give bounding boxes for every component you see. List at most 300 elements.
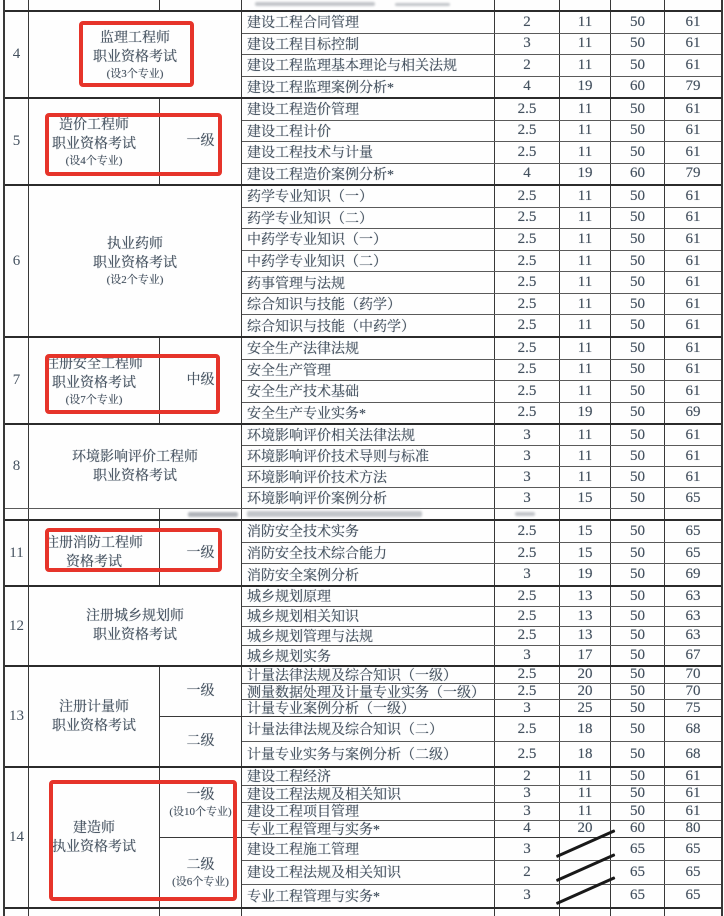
- value-cell: 3: [495, 803, 560, 820]
- exam-name-line: 资格考试: [66, 555, 122, 570]
- value-cell: 65: [611, 838, 665, 860]
- value-cell: 63: [685, 627, 701, 644]
- subject-name-cell: 安全生产管理: [242, 360, 495, 381]
- level-cell: [160, 717, 242, 766]
- row-number-cell: 7: [5, 338, 29, 423]
- value-cell: 50: [611, 786, 665, 803]
- subject-name-cell: 城乡规划相关知识: [242, 607, 495, 626]
- table-gridline: [160, 0, 242, 10]
- subject-name-cell: 专业工程管理与实务*: [242, 821, 495, 838]
- value-cell: 2.5: [495, 251, 560, 272]
- subject-name-cell: 计量法律法规及综合知识（一级）: [242, 667, 495, 683]
- value-cell: 69: [685, 404, 701, 421]
- value-cell: 11: [560, 34, 611, 55]
- value-cell: 2.5: [495, 717, 560, 741]
- subject-row: [242, 802, 721, 820]
- value-cell: 11: [560, 12, 611, 33]
- value-cell: 65: [685, 863, 701, 880]
- value-cell: 61: [685, 35, 701, 52]
- value-cell: 11: [560, 338, 611, 359]
- level-block: [242, 587, 721, 665]
- value-cell: 50: [611, 564, 665, 585]
- subject-row: [242, 667, 721, 683]
- level-label: 一级: [186, 684, 215, 699]
- exam-name-cell: [29, 425, 242, 508]
- subject-row: [242, 207, 721, 229]
- value-cell: 61: [685, 187, 701, 204]
- subject-name-cell: 建设工程造价案例分析*: [242, 164, 495, 185]
- subject-name-cell: 综合知识与技能（中药学）: [242, 315, 495, 336]
- table-gridline: [560, 909, 611, 916]
- value-cell: 2.5: [495, 521, 560, 542]
- exam-group-6: [5, 184, 721, 336]
- subject-row: [242, 314, 721, 336]
- table-gridline: [242, 909, 495, 916]
- subject-rows: [242, 12, 721, 97]
- subject-row: [242, 487, 721, 508]
- value-cell: 15: [560, 521, 611, 542]
- value-cell: 61: [685, 122, 701, 139]
- level-block: [242, 425, 721, 508]
- value-cell: 2.5: [495, 742, 560, 766]
- subject-row: [242, 186, 721, 207]
- subject-row: [242, 542, 721, 564]
- exam-name-line: 职业资格考试: [93, 49, 177, 65]
- level-cell: [160, 667, 242, 716]
- value-cell: 50: [611, 488, 665, 508]
- exam-subjects-table: [3, 0, 723, 916]
- level-label: 一级: [186, 545, 215, 561]
- subject-name-cell: 消防安全技术综合能力: [242, 543, 495, 564]
- value-cell: 61: [685, 13, 701, 30]
- exam-group-11: [5, 519, 721, 585]
- value-cell: 50: [611, 142, 665, 163]
- subject-row: [242, 445, 721, 466]
- value-cell: 50: [611, 272, 665, 293]
- value-cell: 3: [495, 488, 560, 508]
- value-cell: 17: [560, 646, 611, 665]
- subject-row: [242, 54, 721, 76]
- subject-row: [242, 425, 721, 445]
- value-cell: 3: [495, 34, 560, 55]
- subject-row: [242, 293, 721, 315]
- subject-name-cell: 建设工程技术与计量: [242, 142, 495, 163]
- value-cell: 4: [495, 164, 560, 185]
- exam-name-line: 职业资格考试: [93, 256, 177, 271]
- value-cell: 11: [560, 360, 611, 381]
- subject-rows: [242, 838, 721, 907]
- exam-group-8: [5, 423, 721, 508]
- subject-row: [242, 563, 721, 585]
- subject-name-cell: 建设工程经济: [242, 768, 495, 785]
- row-number-cell: 5: [5, 99, 29, 184]
- row-number-cell: 8: [5, 425, 29, 508]
- value-cell: 11: [560, 55, 611, 76]
- value-cell: 2.5: [495, 229, 560, 250]
- group-right-section: [160, 338, 721, 423]
- level-label: 二级: [186, 858, 215, 873]
- exam-specialties-note: (设7个专业): [65, 393, 123, 406]
- level-block: [160, 716, 721, 766]
- value-cell: 70: [685, 666, 701, 683]
- value-cell: 2: [495, 768, 560, 785]
- value-cell: 15: [560, 488, 611, 508]
- subject-row: [242, 860, 721, 883]
- value-cell: 2: [495, 12, 560, 33]
- value-cell: 15: [560, 543, 611, 564]
- value-cell: 2.5: [495, 381, 560, 402]
- exam-name-line: 职业资格考试: [52, 136, 136, 152]
- exam-name-line: 注册城乡规划师: [86, 609, 184, 624]
- group-right-section: [160, 768, 721, 907]
- value-cell: 2.5: [495, 272, 560, 293]
- value-cell: 50: [611, 315, 665, 336]
- level-label: 二级: [186, 734, 215, 749]
- value-cell: 50: [611, 768, 665, 785]
- level-block: [160, 837, 721, 907]
- value-cell: 50: [611, 121, 665, 142]
- value-cell: 79: [685, 165, 701, 182]
- exam-name-line: 建造师: [73, 820, 115, 836]
- value-cell: 65: [685, 489, 701, 506]
- value-cell: 50: [611, 338, 665, 359]
- value-cell: 61: [685, 317, 701, 334]
- subject-name-cell: 环境影响评价技术导则与标准: [242, 446, 495, 466]
- value-cell: 20: [560, 684, 611, 700]
- exam-name-cell: [29, 99, 160, 184]
- value-cell: 70: [685, 683, 701, 700]
- group-right-section: [242, 12, 721, 97]
- subject-rows: [242, 186, 721, 336]
- subject-name-cell: 建设工程项目管理: [242, 803, 495, 820]
- subject-rows: [242, 338, 721, 423]
- value-cell: 3: [495, 786, 560, 803]
- exam-group-5: [5, 97, 721, 184]
- value-cell: 50: [611, 12, 665, 33]
- value-cell: 2: [495, 861, 560, 883]
- subject-row: [242, 683, 721, 700]
- subject-name-cell: 城乡规划实务: [242, 646, 495, 665]
- subject-name-cell: 中药学专业知识（二）: [242, 251, 495, 272]
- row-number-cell: 11: [5, 521, 29, 585]
- exam-group-13: [5, 665, 721, 766]
- value-cell: 68: [685, 720, 701, 737]
- value-cell: 11: [560, 272, 611, 293]
- value-cell: 2.5: [495, 121, 560, 142]
- row-number-cell: 6: [5, 186, 29, 336]
- value-cell: 11: [560, 208, 611, 229]
- value-cell: 2: [495, 55, 560, 76]
- exam-specialties-note: (设3个专业): [106, 67, 164, 80]
- value-cell: 61: [685, 447, 701, 464]
- value-cell: 80: [685, 820, 701, 837]
- value-cell: 50: [611, 717, 665, 741]
- value-cell: 50: [611, 607, 665, 626]
- subject-name-cell: 计量法律法规及综合知识（二）: [242, 717, 495, 741]
- group-right-section: [160, 99, 721, 184]
- value-cell: 60: [611, 164, 665, 185]
- subject-name-cell: 药学专业知识（二）: [242, 208, 495, 229]
- value-cell: 50: [611, 627, 665, 646]
- subject-name-cell: 中药学专业知识（一）: [242, 229, 495, 250]
- level-cell: [160, 521, 242, 585]
- value-cell: 2.5: [495, 315, 560, 336]
- group-right-section: [160, 521, 721, 585]
- subject-name-cell: 综合知识与技能（药学）: [242, 294, 495, 315]
- exam-name-line: 执业药师: [107, 237, 163, 252]
- value-cell: 18: [560, 742, 611, 766]
- subject-row: [242, 228, 721, 250]
- value-cell: 50: [611, 229, 665, 250]
- value-cell: 2.5: [495, 543, 560, 564]
- exam-name-cell: [29, 186, 242, 336]
- table-gridline: [29, 509, 160, 519]
- value-cell: 13: [560, 627, 611, 646]
- subject-name-cell: 安全生产技术基础: [242, 381, 495, 402]
- value-cell: 50: [611, 467, 665, 487]
- subject-rows: [242, 717, 721, 766]
- group-right-section: [160, 667, 721, 766]
- cropped-text-smudge: [247, 511, 422, 517]
- value-cell: 13: [560, 607, 611, 626]
- exam-group-4: [5, 10, 721, 97]
- exam-name-line: 职业资格考试: [93, 468, 177, 484]
- value-cell: 50: [611, 403, 665, 424]
- value-cell: 61: [685, 382, 701, 399]
- table-gridline: [495, 0, 560, 10]
- subject-row: [242, 741, 721, 766]
- value-cell: 50: [611, 543, 665, 564]
- value-cell: 50: [611, 251, 665, 272]
- cropped-row-artifact-mid: [5, 508, 721, 519]
- value-cell: 50: [611, 803, 665, 820]
- exam-name-line: 注册消防工程师: [45, 536, 143, 551]
- value-cell: 2.5: [495, 338, 560, 359]
- table-gridline: [560, 509, 611, 519]
- subject-row: [242, 271, 721, 293]
- subject-row: [242, 76, 721, 98]
- exam-name-cell: [29, 338, 160, 423]
- value-cell: 68: [685, 745, 701, 762]
- value-cell: 61: [685, 802, 701, 819]
- value-cell: 19: [560, 403, 611, 424]
- value-cell: 3: [495, 838, 560, 860]
- subject-row: [242, 838, 721, 860]
- exam-group-7: [5, 336, 721, 423]
- cropped-row-artifact-bottom: [5, 907, 721, 916]
- value-cell: 61: [685, 143, 701, 160]
- subject-name-cell: 专业工程管理与实务*: [242, 885, 495, 907]
- value-cell: 50: [611, 99, 665, 120]
- value-cell: 50: [611, 360, 665, 381]
- value-cell: 61: [685, 230, 701, 247]
- value-cell: 50: [611, 587, 665, 606]
- level-specialties-note: (设10个专业): [169, 806, 232, 818]
- value-cell: 3: [495, 885, 560, 907]
- value-cell: 11: [560, 294, 611, 315]
- subject-name-cell: 环境影响评价相关法律法规: [242, 425, 495, 445]
- value-cell: 63: [685, 607, 701, 624]
- level-label: 中级: [186, 373, 215, 388]
- subject-name-cell: 安全生产法律法规: [242, 338, 495, 359]
- subject-name-cell: 建设工程监理基本理论与相关法规: [242, 55, 495, 76]
- value-cell: 2.5: [495, 587, 560, 606]
- subject-row: [242, 820, 721, 838]
- value-cell: 2.5: [495, 627, 560, 646]
- subject-name-cell: 测量数据处理及计量专业实务（一级）: [242, 684, 495, 700]
- subject-name-cell: 安全生产专业实务*: [242, 403, 495, 424]
- table-gridline: [611, 0, 665, 10]
- subject-name-cell: 建设工程法规及相关知识: [242, 786, 495, 803]
- exam-name-cell: [29, 12, 242, 97]
- exam-name-line: 注册安全工程师: [45, 356, 143, 372]
- value-cell: 11: [560, 99, 611, 120]
- row-number-cell: 12: [5, 587, 29, 665]
- value-cell: 50: [611, 742, 665, 766]
- subject-row: [242, 768, 721, 785]
- value-cell: 4: [495, 77, 560, 98]
- level-block: [160, 99, 721, 184]
- value-cell: 2.5: [495, 360, 560, 381]
- cropped-text-smudge: [395, 3, 450, 6]
- subject-name-cell: 药学专业知识（一）: [242, 186, 495, 207]
- value-cell: 20: [560, 821, 611, 838]
- subject-row: [242, 699, 721, 716]
- subject-rows: [242, 587, 721, 665]
- cropped-text-smudge: [255, 2, 375, 6]
- level-block: [160, 768, 721, 837]
- cropped-text-smudge: [515, 512, 535, 516]
- value-cell: 2.5: [495, 403, 560, 424]
- exam-group-14: [5, 766, 721, 907]
- subject-name-cell: 建设工程监理案例分析*: [242, 77, 495, 98]
- level-block: [160, 667, 721, 716]
- value-cell: 50: [611, 294, 665, 315]
- value-cell: 61: [685, 468, 701, 485]
- value-cell: 11: [560, 121, 611, 142]
- group-right-section: [242, 587, 721, 665]
- subject-rows: [242, 667, 721, 716]
- value-cell: 50: [611, 34, 665, 55]
- level-block: [242, 12, 721, 97]
- subject-name-cell: 计量专业实务与案例分析（二级）: [242, 742, 495, 766]
- value-cell: 65: [685, 522, 701, 539]
- table-gridline: [160, 909, 242, 916]
- level-label: 一级: [186, 788, 215, 803]
- value-cell: 2.5: [495, 294, 560, 315]
- table-gridline: [29, 909, 160, 916]
- value-cell: 2.5: [495, 607, 560, 626]
- subject-name-cell: 建设工程施工管理: [242, 838, 495, 860]
- value-cell: 13: [560, 587, 611, 606]
- subject-row: [242, 250, 721, 272]
- subject-rows: [242, 425, 721, 508]
- value-cell: 3: [495, 446, 560, 466]
- subject-row: [242, 785, 721, 803]
- level-cell: [160, 768, 242, 837]
- value-cell: 50: [611, 186, 665, 207]
- value-cell: 61: [685, 100, 701, 117]
- level-cell: [160, 338, 242, 423]
- exam-name-line: 执业资格考试: [52, 839, 136, 855]
- value-cell: 50: [611, 667, 665, 683]
- row-number-cell: 4: [5, 12, 29, 97]
- exam-name-line: 职业资格考试: [93, 628, 177, 643]
- value-cell: 50: [611, 646, 665, 665]
- cropped-text-smudge: [188, 512, 238, 517]
- value-cell: 61: [685, 56, 701, 73]
- value-cell: 50: [611, 446, 665, 466]
- value-cell: 65: [611, 885, 665, 907]
- subject-row: [242, 466, 721, 487]
- table-gridline: [560, 0, 611, 10]
- table-gridline: [495, 909, 560, 916]
- subject-name-cell: 建设工程合同管理: [242, 12, 495, 33]
- value-cell: 63: [685, 587, 701, 604]
- value-cell: 19: [560, 77, 611, 98]
- value-cell: 3: [495, 467, 560, 487]
- level-specialties-note: (设6个专业): [172, 876, 229, 888]
- table-gridline: [665, 509, 721, 519]
- value-cell: 61: [685, 274, 701, 291]
- subject-name-cell: 消防安全技术实务: [242, 521, 495, 542]
- value-cell: 2.5: [495, 208, 560, 229]
- exam-specialties-note: (设2个专业): [106, 274, 164, 286]
- value-cell: 61: [685, 426, 701, 443]
- subject-row: [242, 120, 721, 142]
- value-cell: 2.5: [495, 186, 560, 207]
- table-gridline: [611, 509, 665, 519]
- level-cell: [160, 99, 242, 184]
- table-gridline: [611, 909, 665, 916]
- value-cell: 65: [685, 840, 701, 857]
- value-cell: 11: [560, 315, 611, 336]
- subject-row: [242, 402, 721, 424]
- subject-row: [242, 338, 721, 359]
- table-gridline: [5, 0, 29, 10]
- subject-name-cell: 城乡规划管理与法规: [242, 627, 495, 646]
- value-cell: 11: [560, 786, 611, 803]
- row-number-cell: 14: [5, 768, 29, 907]
- value-cell: 11: [560, 768, 611, 785]
- value-cell: 11: [560, 142, 611, 163]
- table-gridline: [5, 909, 29, 916]
- subject-rows: [242, 521, 721, 585]
- value-cell: 11: [560, 186, 611, 207]
- value-cell: 69: [685, 566, 701, 583]
- value-cell: 61: [685, 209, 701, 226]
- subject-row: [242, 359, 721, 381]
- subject-row: [242, 380, 721, 402]
- value-cell: 20: [560, 667, 611, 683]
- subject-name-cell: 消防安全案例分析: [242, 564, 495, 585]
- table-gridline: [665, 909, 721, 916]
- value-cell: 11: [560, 803, 611, 820]
- level-label: 一级: [186, 134, 215, 149]
- cropped-row-artifact-top: [5, 0, 721, 10]
- exam-group-12: [5, 585, 721, 665]
- subject-name-cell: 建设工程目标控制: [242, 34, 495, 55]
- exam-name-cell: [29, 667, 160, 766]
- subject-name-cell: 城乡规划原理: [242, 587, 495, 606]
- exam-specialties-note: (设4个专业): [65, 154, 123, 167]
- value-cell: 61: [685, 339, 701, 356]
- value-cell: 25: [560, 700, 611, 716]
- value-cell: 3: [495, 425, 560, 445]
- value-cell: 50: [611, 381, 665, 402]
- table-gridline: [665, 0, 721, 10]
- value-cell: 11: [560, 467, 611, 487]
